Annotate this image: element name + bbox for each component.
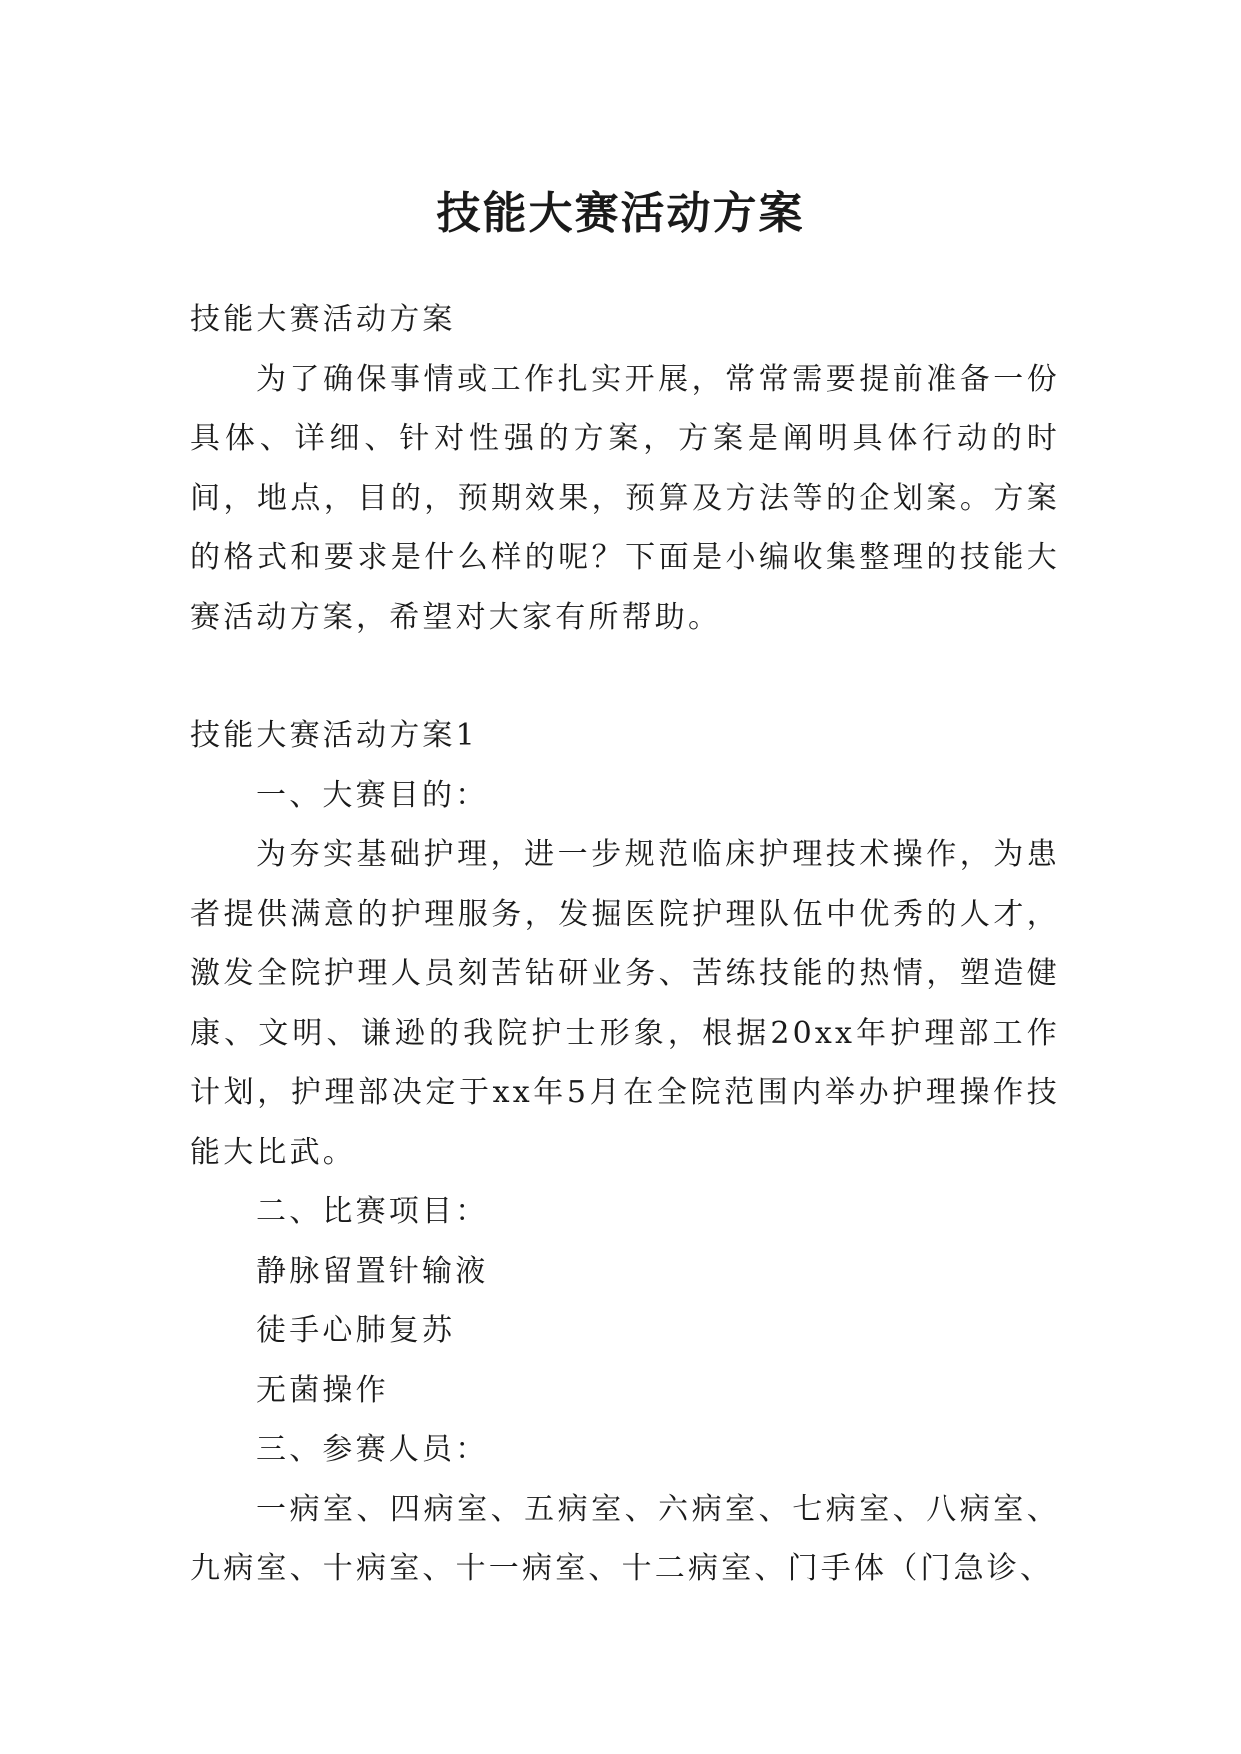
items-heading: 二、比赛项目： [256,1194,489,1229]
purpose-heading: 一、大赛目的： [256,777,489,813]
item-iv-infusion: 静脉留置针输液 [256,1253,489,1289]
section-title: 技能大赛活动方案1 [190,718,478,753]
item-cpr: 徒手心肺复苏 [256,1313,456,1348]
participants-paragraph: 一病室、四病室、五病室、六病室、七病室、八病室、九病室、十病室、十一病室、十二病室、门手体（门急诊、 [190,1491,1060,1586]
purpose-paragraph: 为夯实基础护理，进一步规范临床护理技术操作，为患者提供满意的护理服务，发掘医院护理队伍中优秀的人才，激发全院护理人员刻苦钻研业务、苦练技能的热情，塑造健康、文明、谦逊的我院护士形象，根据20xx年护理部工作计划，护理部决定于xx年5月在全院范围内举办护理操作技能大比武。 [190,837,1060,1170]
document-subtitle: 技能大赛活动方案 [190,302,456,337]
item-aseptic: 无菌操作 [256,1372,389,1408]
document-title: 技能大赛活动方案 [436,188,805,240]
document-body [190,290,1060,1599]
intro-paragraph: 为了确保事情或工作扎实开展，常常需要提前准备一份具体、详细、针对性强的方案，方案是阐明具体行动的时间，地点，目的，预期效果，预算及方法等的企划案。方案的格式和要求是什么样的呢？下面是小编收集整理的技能大赛活动方案，希望对大家有所帮助。 [190,361,1060,635]
participants-heading: 三、参赛人员： [256,1432,489,1467]
